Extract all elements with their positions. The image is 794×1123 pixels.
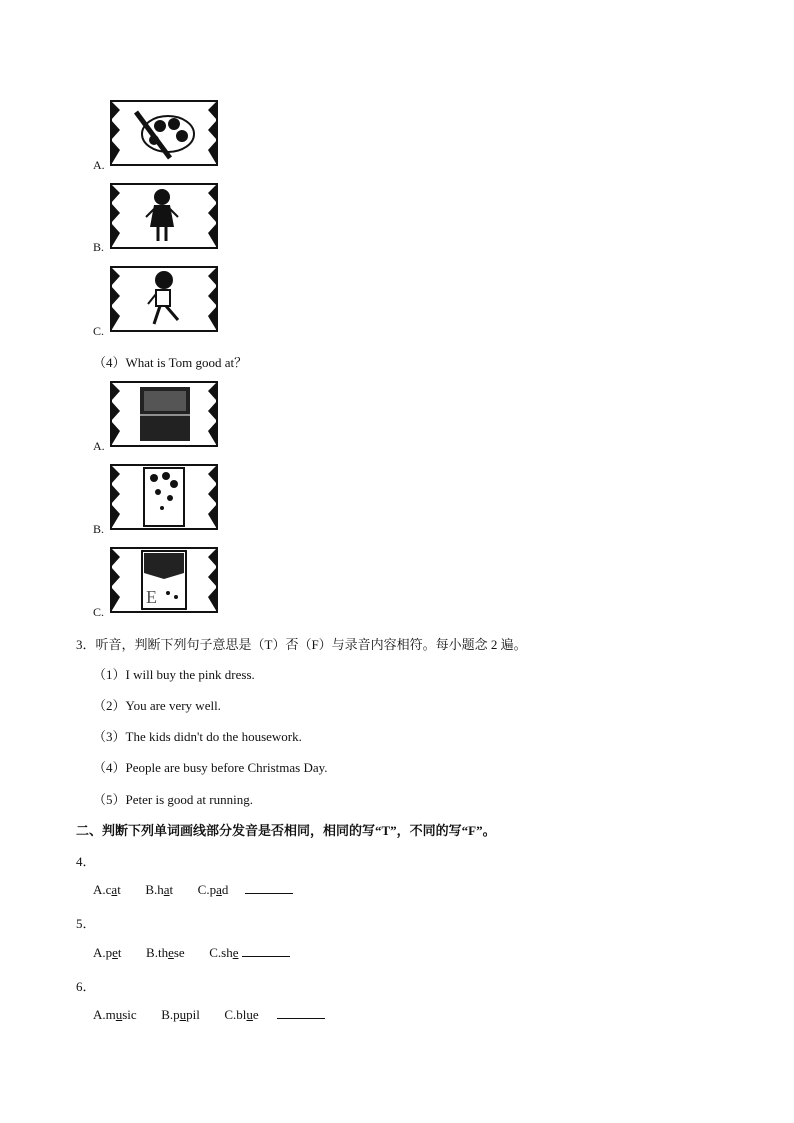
word-option: B.pupil [161, 1007, 200, 1022]
question-number: 5． [76, 916, 96, 931]
girl-standing-icon [110, 183, 218, 249]
word-option: A.cat [93, 882, 121, 897]
svg-text:E: E [146, 587, 157, 607]
option-label: C. [93, 324, 105, 338]
word-option: B.these [146, 945, 185, 960]
list-item: （4）People are busy before Christmas Day. [93, 760, 328, 775]
list-item: （3）The kids didn't do the housework. [93, 729, 302, 744]
option-label: C. [93, 605, 105, 619]
word-option: A.pet [93, 945, 122, 960]
word-options-row [93, 1007, 325, 1023]
question-4-text: （4）What is Tom good at？ [93, 355, 248, 370]
list-item: （5）Peter is good at running. [93, 792, 253, 807]
answer-blank[interactable] [277, 1007, 325, 1019]
question-number: 4． [76, 854, 96, 869]
question-number: 6． [76, 979, 96, 994]
word-option: C.blue [224, 1007, 259, 1022]
boy-running-icon [110, 266, 218, 332]
letter-poster-icon [110, 547, 218, 613]
answer-blank[interactable] [245, 882, 293, 894]
dark-painting-icon [110, 381, 218, 447]
flower-card-icon [110, 464, 218, 530]
part-2-title: 二、判断下列单词画线部分发音是否相同，相同的写“T”，不同的写“F”。 [76, 823, 496, 838]
word-option: C.she [209, 945, 239, 960]
paint-palette-icon [110, 100, 218, 166]
option-label: A. [93, 439, 105, 453]
answer-blank[interactable] [242, 945, 290, 957]
option-label: B. [93, 240, 105, 254]
word-option: A.music [93, 1007, 137, 1022]
section-3-title: 3．听音，判断下列句子意思是（T）否（F）与录音内容相符。每小题念 2 遍。 [76, 637, 527, 652]
word-options-row [93, 945, 290, 961]
word-option: C.pad [197, 882, 229, 897]
word-option: B.hat [145, 882, 174, 897]
list-item: （1）I will buy the pink dress. [93, 667, 255, 682]
word-options-row [93, 882, 293, 898]
option-label: A. [93, 158, 105, 172]
option-label: B. [93, 522, 105, 536]
list-item: （2）You are very well. [93, 698, 221, 713]
